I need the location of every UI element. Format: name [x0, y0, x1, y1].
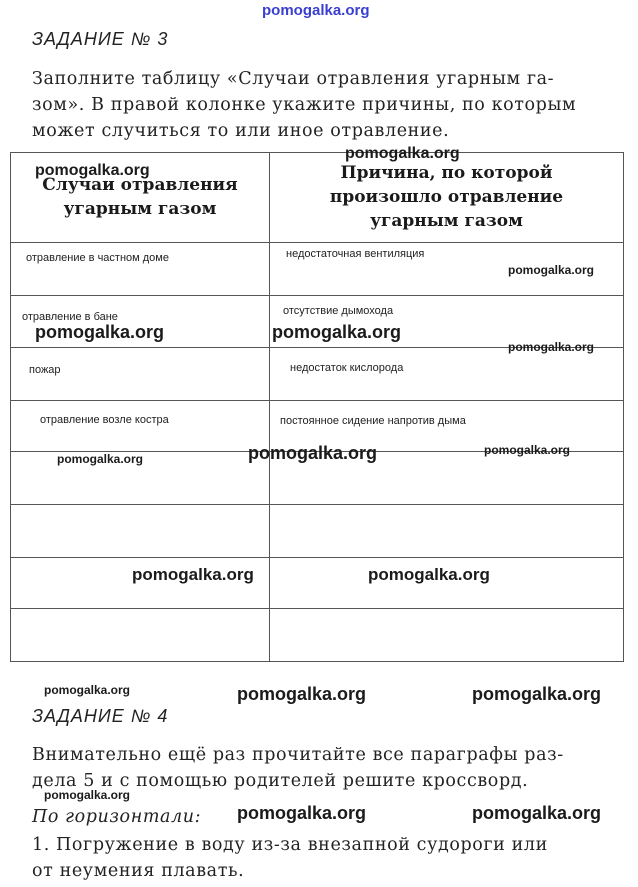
- cause-cell: [270, 348, 624, 401]
- task4-text-line-1: Внимательно ещё раз прочитайте все параграфы раз-: [32, 745, 564, 765]
- watermark: pomogalka.org: [57, 452, 144, 466]
- task3-text-line-3: может случиться то или иное отравление.: [32, 121, 450, 141]
- header-causes-line-2: произошло отравление: [329, 187, 564, 207]
- table-row: [11, 558, 624, 609]
- header-causes-line-1: Причина, по которой: [340, 163, 553, 183]
- watermark: pomogalka.org: [35, 322, 165, 342]
- task3-title: ЗАДАНИЕ № 3: [32, 29, 169, 49]
- case-text: отравление в частном доме: [26, 252, 169, 264]
- header-causes-line-3: угарным газом: [370, 211, 523, 231]
- watermark: pomogalka.org: [237, 803, 367, 823]
- watermark-top: pomogalka.org: [262, 2, 370, 19]
- header-cases-line-2: угарным газом: [63, 199, 217, 219]
- task4-item-line-2: от неумения плавать.: [32, 861, 245, 881]
- task3-text-line-2: зом». В правой колонке укажите причины, по которым: [32, 95, 577, 115]
- watermark: pomogalka.org: [472, 803, 602, 823]
- watermark: pomogalka.org: [132, 565, 254, 584]
- watermark: pomogalka.org: [508, 340, 595, 354]
- watermark: pomogalka.org: [44, 683, 131, 697]
- case-cell: [11, 243, 270, 296]
- cause-cell: [270, 505, 624, 558]
- task3-text-line-1: Заполните таблицу «Случаи отравления угарным га-: [32, 69, 555, 89]
- case-text: отравление возле костра: [40, 414, 169, 426]
- watermark: pomogalka.org: [345, 145, 460, 162]
- task4-title: ЗАДАНИЕ № 4: [32, 706, 169, 726]
- watermark: pomogalka.org: [35, 162, 150, 179]
- header-cell-causes: [270, 153, 624, 243]
- case-cell: [11, 609, 270, 662]
- case-cell: [11, 401, 270, 452]
- cause-text: недостаток кислорода: [290, 362, 404, 374]
- cause-text: отсутствие дымохода: [283, 305, 394, 317]
- poisoning-table: [10, 152, 624, 662]
- task4-text-line-2: дела 5 и с помощью родителей решите кроссворд.: [32, 771, 529, 791]
- watermark: pomogalka.org: [472, 684, 602, 704]
- cause-text: недостаточная вентиляция: [286, 248, 425, 260]
- watermark: pomogalka.org: [237, 684, 367, 704]
- watermark: pomogalka.org: [508, 263, 595, 277]
- header-cases-line-1: Случаи отравления: [42, 175, 238, 195]
- task4-subheading: По горизонтали:: [32, 807, 202, 827]
- cause-text: постоянное сидение напротив дыма: [280, 415, 466, 427]
- watermark: pomogalka.org: [44, 788, 131, 802]
- watermark: pomogalka.org: [368, 565, 490, 584]
- case-cell: [11, 505, 270, 558]
- case-text: пожар: [29, 364, 61, 376]
- table-row: [11, 609, 624, 662]
- case-text: отравление в бане: [22, 311, 118, 323]
- cause-cell: [270, 609, 624, 662]
- table-row: [11, 505, 624, 558]
- watermark: pomogalka.org: [248, 443, 378, 463]
- task4-item-line-1: 1. Погружение в воду из-за внезапной судороги или: [32, 835, 548, 855]
- table-row: [11, 348, 624, 401]
- case-cell: [11, 348, 270, 401]
- watermark: pomogalka.org: [272, 322, 402, 342]
- watermark: pomogalka.org: [484, 443, 571, 457]
